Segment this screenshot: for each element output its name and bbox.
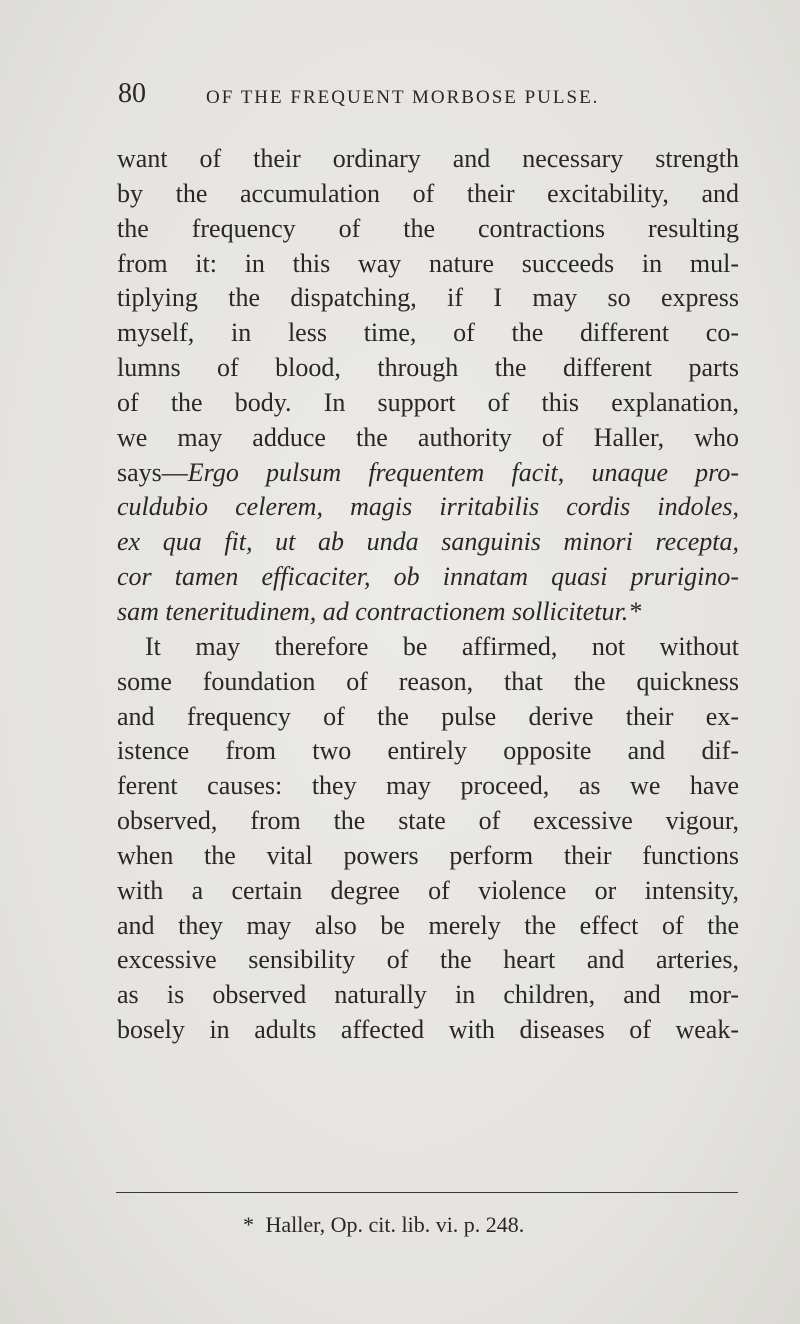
running-head: OF THE FREQUENT MORBOSE PULSE. — [206, 87, 600, 108]
footnote-marker: * — [243, 1212, 254, 1237]
text-line — [117, 456, 739, 491]
text-line: culdubio celerem, magis irritabilis cordis indoles, — [117, 492, 739, 522]
text-line: excessive sensibility of the heart and arteries, — [117, 945, 739, 975]
body-text — [117, 142, 739, 1048]
page-number: 80 — [118, 78, 146, 109]
text-line-italic-part: Ergo pulsum frequentem facit, unaque pro- — [187, 457, 739, 487]
text-line: when the vital powers perform their functions — [117, 840, 739, 870]
text-line: istence from two entirely opposite and dif- — [117, 736, 739, 766]
text-line: want of their ordinary and necessary strength — [117, 144, 739, 173]
text-line: some foundation of reason, that the quickness — [117, 666, 739, 696]
text-line: and frequency of the pulse derive their ex- — [117, 701, 739, 731]
text-line: we may adduce the authority of Haller, who — [117, 422, 739, 452]
text-line: observed, from the state of excessive vigour, — [117, 806, 739, 836]
text-line: ferent causes: they may proceed, as we have — [117, 771, 739, 801]
text-line: from it: in this way nature succeeds in mul- — [117, 248, 739, 278]
footnote-text: Haller, Op. cit. lib. vi. p. 248. — [265, 1212, 525, 1237]
page-header — [118, 78, 758, 114]
text-line: sam teneritudinem, ad contractionem sollicitetur.* — [117, 596, 642, 626]
footnote-rule — [116, 1192, 738, 1193]
text-line: by the accumulation of their excitability, and — [117, 178, 739, 208]
text-line: and they may also be merely the effect of the — [117, 910, 739, 940]
text-line: lumns of blood, through the different parts — [117, 353, 739, 383]
text-line: as is observed naturally in children, and mor- — [117, 980, 739, 1010]
text-line: It may therefore be affirmed, not without — [145, 631, 739, 661]
text-line: cor tamen efficaciter, ob innatam quasi prurigino- — [117, 562, 739, 592]
text-line: of the body. In support of this explanation, — [117, 387, 739, 417]
text-line-roman-part: says— — [117, 457, 188, 487]
text-line: bosely in adults affected with diseases of weak- — [117, 1015, 739, 1045]
footnote — [243, 1212, 524, 1238]
text-line: with a certain degree of violence or intensity, — [117, 875, 739, 905]
text-line: ex qua fit, ut ab unda sanguinis minori recepta, — [117, 527, 739, 557]
text-line: tiplying the dispatching, if I may so express — [117, 283, 739, 313]
text-line: the frequency of the contractions resulting — [117, 213, 739, 243]
text-line: myself, in less time, of the different co- — [117, 318, 739, 348]
